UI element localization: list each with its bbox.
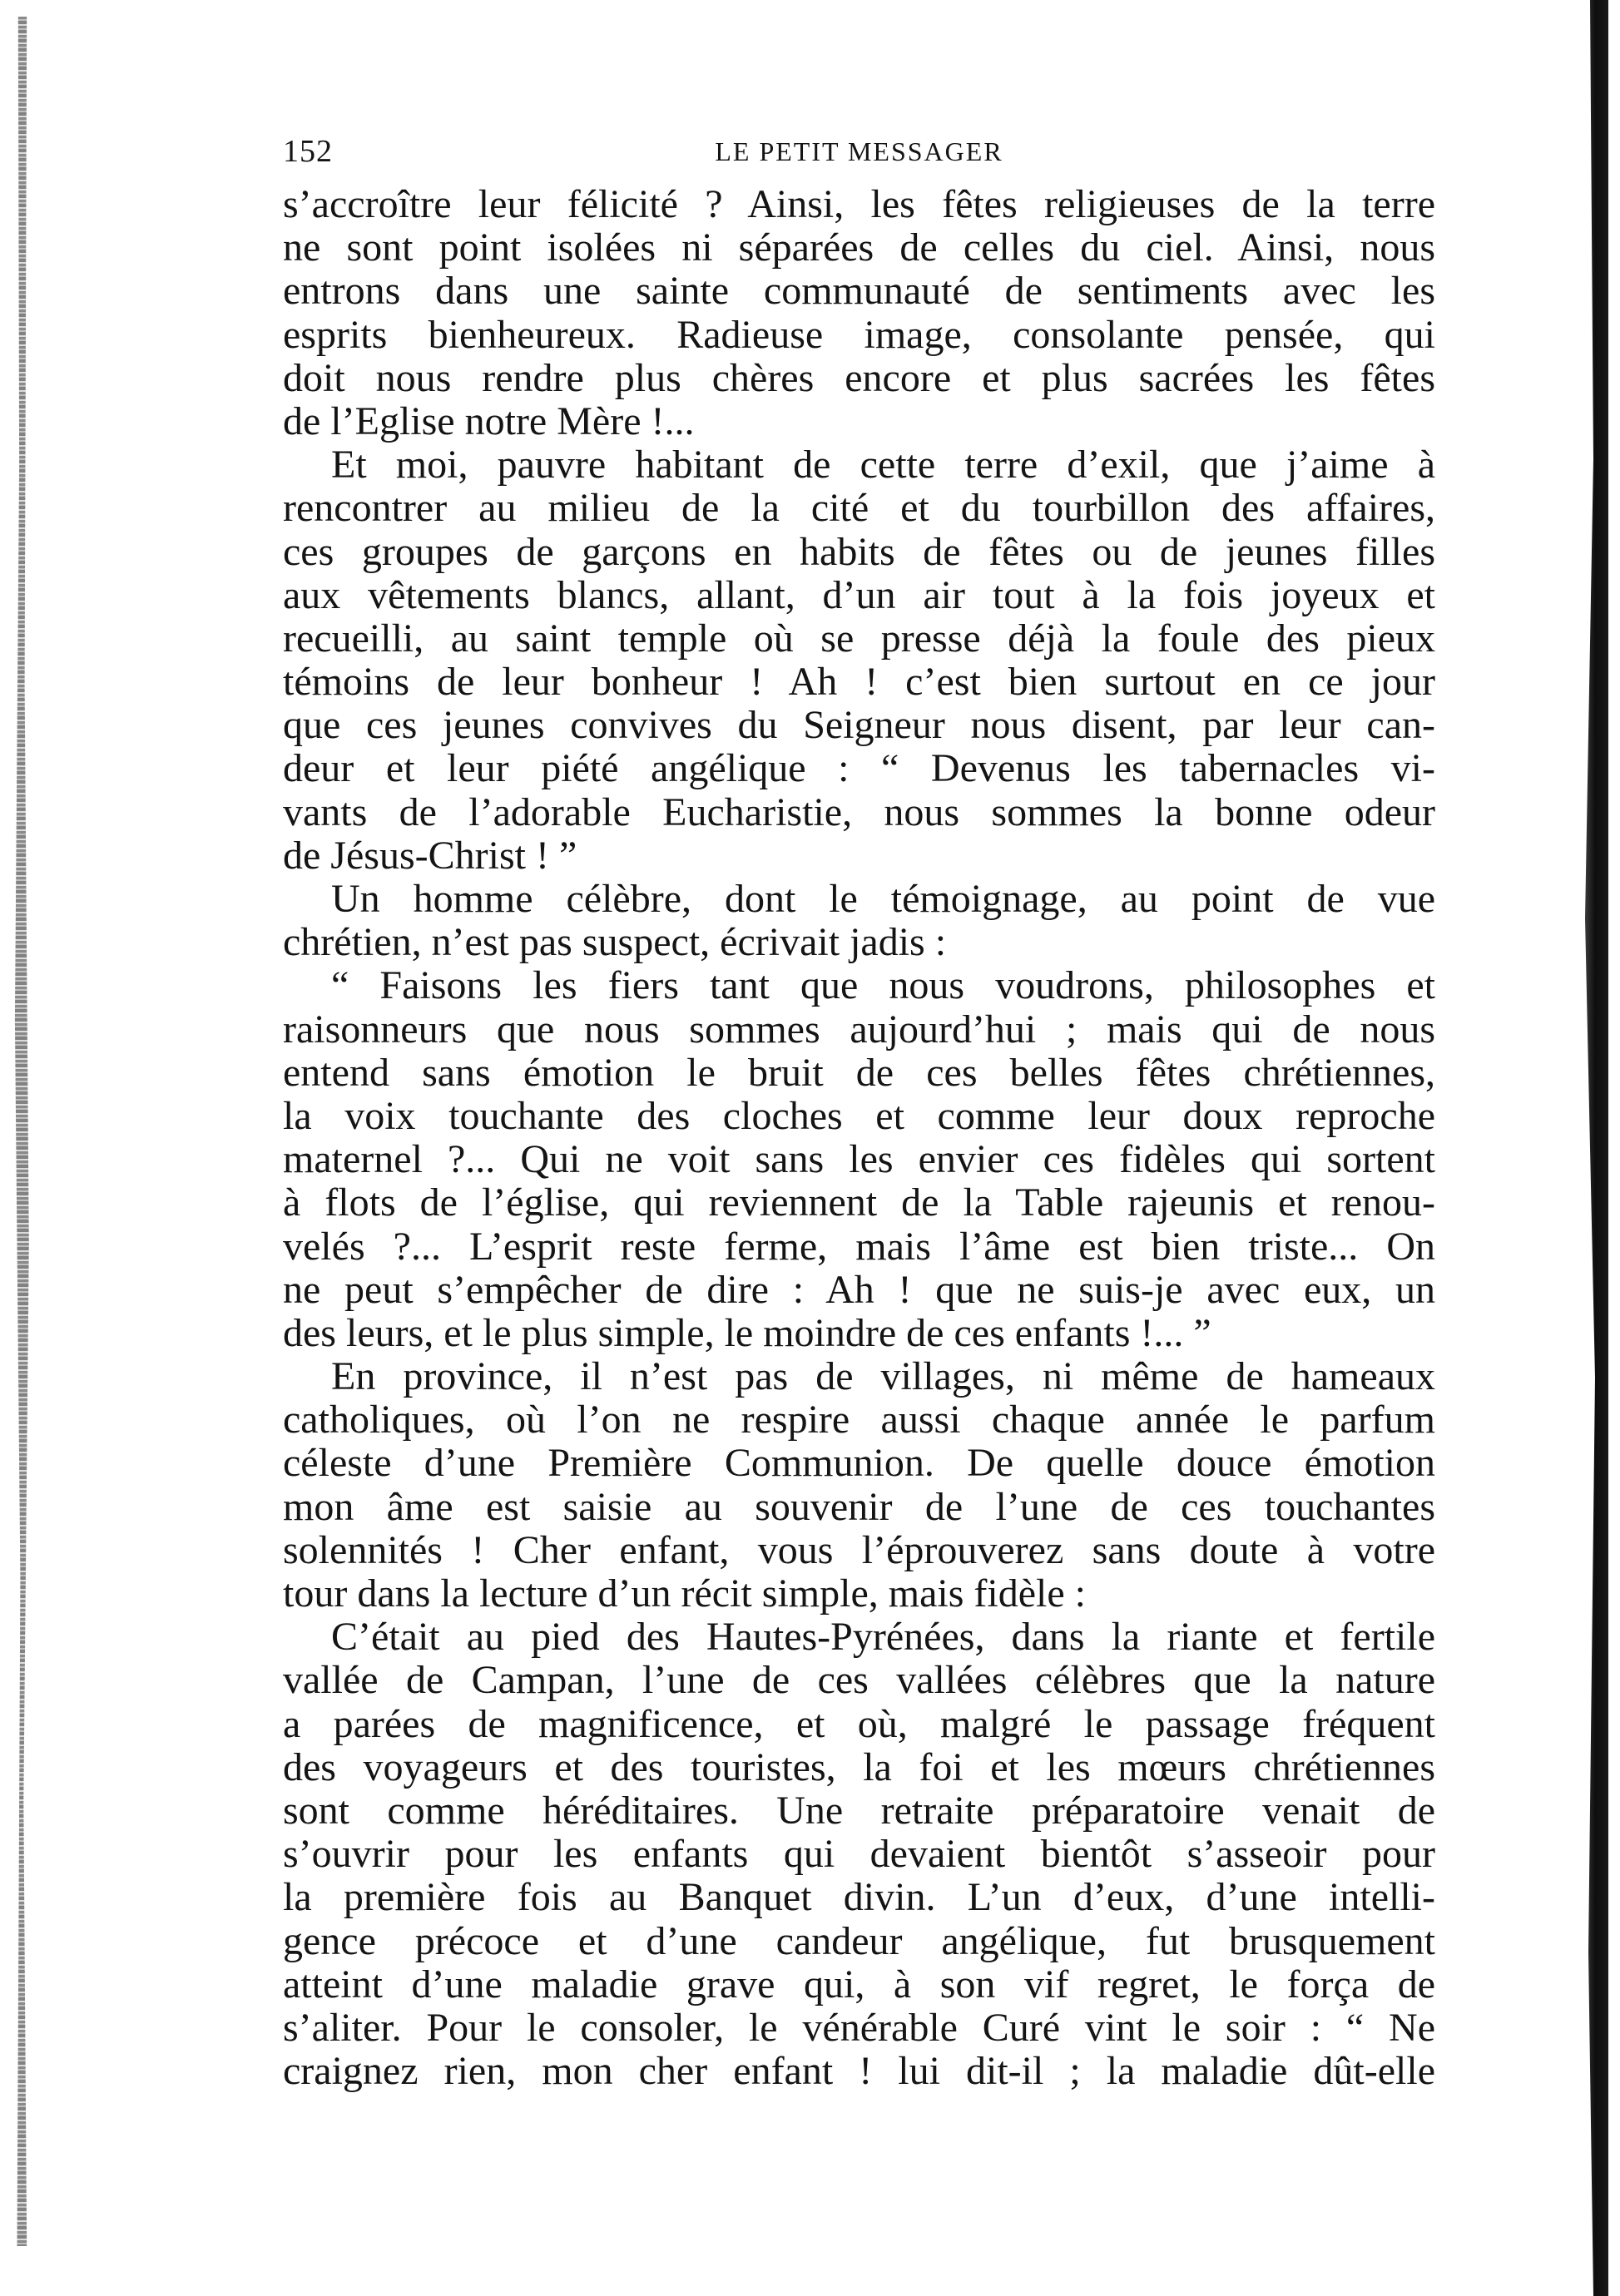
page-edge-shadow-right <box>1575 0 1608 2296</box>
text-line: aux vêtements blancs, allant, d’un air tout à la fois joyeux et <box>283 573 1435 617</box>
running-title: LE PETIT MESSAGER <box>715 136 1003 166</box>
text-line: des leurs, et le plus simple, le moindre de ces enfants !... ” <box>283 1311 1211 1355</box>
text-line: gence précoce et d’une candeur angélique, fut brusquement <box>283 1919 1435 1963</box>
text-line: s’accroître leur félicité ? Ainsi, les fêtes religieuses de la terre <box>283 183 1435 226</box>
running-head <box>283 133 1435 183</box>
text-line: maternel ?... Qui ne voit sans les envier ces fidèles qui sortent <box>283 1138 1435 1182</box>
text-line: mon âme est saisie au souvenir de l’une de ces touchantes <box>283 1485 1435 1529</box>
text-line: catholiques, où l’on ne respire aussi chaque année le parfum <box>283 1398 1435 1442</box>
text-line: ces groupes de garçons en habits de fêtes ou de jeunes filles <box>283 530 1435 574</box>
text-line: En province, il n’est pas de villages, ni même de hameaux <box>331 1355 1435 1399</box>
text-line: ne sont point isolées ni séparées de celles du ciel. Ainsi, nous <box>283 226 1435 270</box>
text-line: deur et leur piété angélique : “ Devenus les tabernacles vi- <box>283 747 1435 791</box>
book-page <box>283 133 1435 2093</box>
text-line: la voix touchante des cloches et comme leur doux reproche <box>283 1094 1435 1138</box>
text-line: esprits bienheureux. Radieuse image, consolante pensée, qui <box>283 313 1435 357</box>
text-line: doit nous rendre plus chères encore et plus sacrées les fêtes <box>283 356 1435 400</box>
text-line: Un homme célèbre, dont le témoignage, au point de vue <box>331 878 1435 921</box>
text-line: des voyageurs et des touristes, la foi et les mœurs chrétiennes <box>283 1745 1435 1789</box>
text-line: ne peut s’empêcher de dire : Ah ! que ne suis-je avec eux, un <box>283 1268 1435 1312</box>
page-edge-shadow-left <box>12 17 33 2246</box>
text-line: raisonneurs que nous sommes aujourd’hui ; mais qui de nous <box>283 1007 1435 1052</box>
text-line: céleste d’une Première Communion. De quelle douce émotion <box>283 1442 1435 1486</box>
body-text <box>283 183 1435 2093</box>
text-line: vants de l’adorable Eucharistie, nous sommes la bonne odeur <box>283 790 1435 834</box>
text-line: de Jésus-Christ ! ” <box>283 834 577 878</box>
text-line: recueilli, au saint temple où se presse déjà la foule des pieux <box>283 616 1435 661</box>
text-line: s’aliter. Pour le consoler, le vénérable Curé vint le soir : “ Ne <box>283 2006 1435 2050</box>
page-number: 152 <box>283 134 333 169</box>
text-line: a parées de magnificence, et où, malgré le passage fréquent <box>283 1702 1435 1746</box>
text-line: solennités ! Cher enfant, vous l’éprouverez sans doute à votre <box>283 1528 1435 1572</box>
text-line: craignez rien, mon cher enfant ! lui dit-il ; la maladie dût-elle <box>283 2050 1435 2094</box>
text-line: Et moi, pauvre habitant de cette terre d’exil, que j’aime à <box>331 443 1435 487</box>
text-line: la première fois au Banquet divin. L’un d’eux, d’une intelli- <box>283 1876 1435 1920</box>
text-line: sont comme héréditaires. Une retraite préparatoire venait de <box>283 1789 1435 1833</box>
text-line: entend sans émotion le bruit de ces belles fêtes chrétiennes, <box>283 1051 1435 1095</box>
text-line: tour dans la lecture d’un récit simple, mais fidèle : <box>283 1572 1087 1616</box>
text-line: s’ouvrir pour les enfants qui devaient bientôt s’asseoir pour <box>283 1833 1435 1877</box>
text-line: vallée de Campan, l’une de ces vallées célèbres que la nature <box>283 1659 1435 1703</box>
text-line: chrétien, n’est pas suspect, écrivait jadis : <box>283 921 947 965</box>
text-line: rencontrer au milieu de la cité et du tourbillon des affaires, <box>283 487 1435 531</box>
text-line: “ Faisons les fiers tant que nous voudrons, philosophes et <box>331 964 1435 1008</box>
text-line: C’était au pied des Hautes-Pyrénées, dans la riante et fertile <box>331 1616 1435 1660</box>
text-line: velés ?... L’esprit reste ferme, mais l’âme est bien triste... On <box>283 1225 1435 1269</box>
text-line: à flots de l’église, qui reviennent de la Table rajeunis et renou- <box>283 1181 1435 1225</box>
text-line: atteint d’une maladie grave qui, à son vif regret, le força de <box>283 1962 1435 2007</box>
text-line: entrons dans une sainte communauté de sentiments avec les <box>283 270 1435 314</box>
text-line: que ces jeunes convives du Seigneur nous disent, par leur can- <box>283 704 1435 748</box>
text-line: témoins de leur bonheur ! Ah ! c’est bien surtout en ce jour <box>283 661 1435 705</box>
text-line: de l’Eglise notre Mère !... <box>283 399 695 443</box>
